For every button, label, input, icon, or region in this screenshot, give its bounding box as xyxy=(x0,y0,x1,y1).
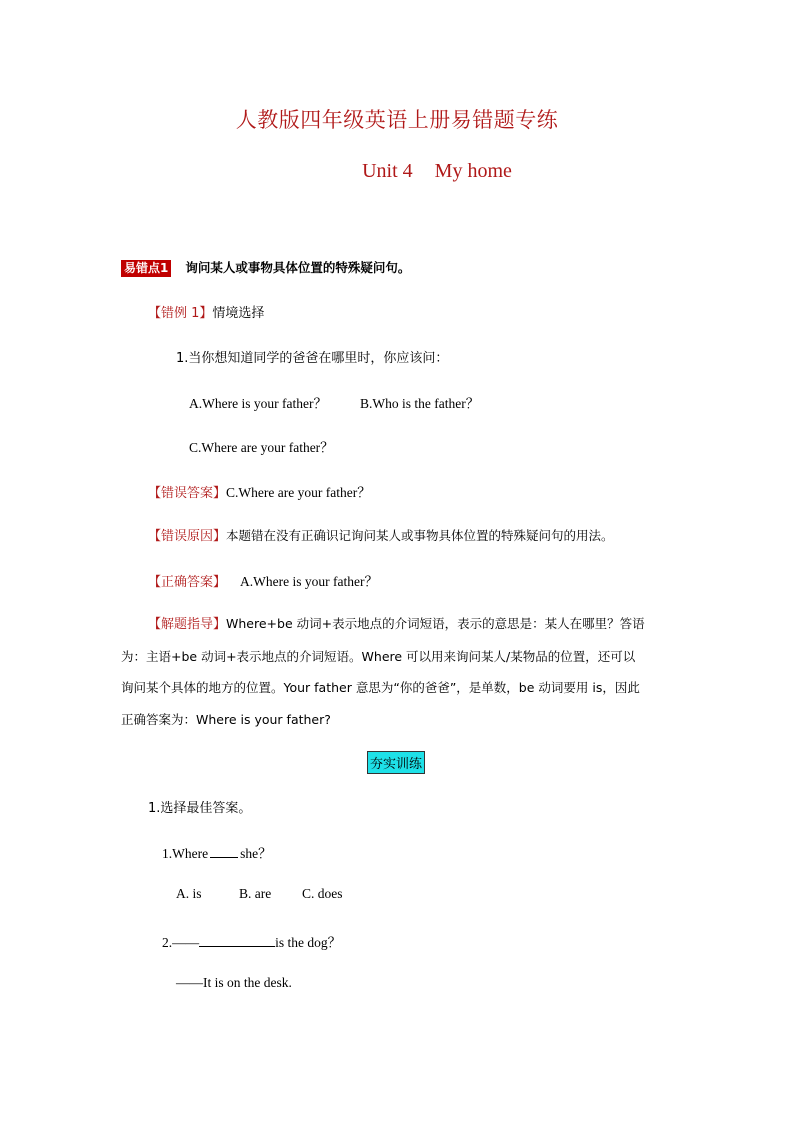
practice-section-title: 1.选择最佳答案。 xyxy=(148,801,252,816)
error-point-badge xyxy=(121,260,171,277)
guidance-line-1 xyxy=(121,608,677,641)
error-point-number: 1 xyxy=(160,261,169,275)
wrong-reason-label: 【错误原因】 xyxy=(148,529,227,544)
unit-name: My home xyxy=(434,160,512,182)
q2-suffix: is the dog？ xyxy=(275,935,342,950)
example-option-c: C.Where are your father？ xyxy=(189,440,334,455)
q1-option-c: C. does xyxy=(302,886,343,901)
guidance-text-1: Where+be 动词+表示地点的介词短语，表示的意思是：某人在哪里？答语 xyxy=(226,616,645,631)
q1-suffix: she？ xyxy=(240,846,272,861)
q1-blank[interactable] xyxy=(210,845,238,858)
correct-answer-label: 【正确答案】 xyxy=(148,575,227,590)
wrong-reason-value: 本题错在没有正确识记询问某人或事物具体位置的特殊疑问句的用法。 xyxy=(226,528,614,543)
guidance-label: 【解题指导】 xyxy=(148,617,227,632)
wrong-reason-row xyxy=(148,525,614,544)
guidance-line-4: 正确答案为：Where is your father? xyxy=(121,711,331,727)
unit-heading xyxy=(0,160,794,183)
q1-option-a: A. is xyxy=(176,886,202,901)
guidance-line-2: 为：主语+be 动词+表示地点的介词短语。Where 可以用来询问某人/某物品的位置，还可以 xyxy=(121,648,636,664)
example-label: 【错例 1】 xyxy=(148,306,213,321)
example-question: 1.当你想知道同学的爸爸在哪里时，你应该问： xyxy=(176,351,449,366)
error-point-badge-text: 易错点 xyxy=(124,261,161,275)
guidance-paragraph xyxy=(121,608,677,735)
practice-heading: 夯实训练 xyxy=(367,751,425,774)
example-heading xyxy=(148,302,264,321)
unit-number: Unit 4 xyxy=(362,160,413,182)
document-title: 人教版四年级英语上册易错题专练 xyxy=(235,108,559,132)
wrong-answer-value: C.Where are your father？ xyxy=(226,485,371,500)
q2-blank[interactable] xyxy=(199,934,275,947)
example-option-a: A.Where is your father？ xyxy=(189,396,327,411)
correct-answer-value: A.Where is your father？ xyxy=(240,574,378,589)
guidance-line-3: 询问某个具体的地方的位置。Your father 意思为“你的爸爸”，是单数，be 动词要用 is，因此 xyxy=(121,680,640,695)
error-point-row xyxy=(121,258,410,277)
practice-question-2 xyxy=(162,931,341,951)
error-point-description: 询问某人或事物具体位置的特殊疑问句。 xyxy=(185,260,411,275)
example-option-b: B.Who is the father？ xyxy=(360,396,480,411)
q2-prefix: 2.—— xyxy=(162,935,200,950)
q1-prefix: 1.Where xyxy=(162,846,209,861)
practice-question-1 xyxy=(162,842,272,862)
example-type: 情境选择 xyxy=(212,306,265,321)
q1-option-b: B. are xyxy=(239,886,272,901)
wrong-answer-row xyxy=(148,481,371,501)
wrong-answer-label: 【错误答案】 xyxy=(148,486,227,501)
q2-answer: ——It is on the desk. xyxy=(176,975,292,990)
correct-answer-row xyxy=(148,570,378,590)
